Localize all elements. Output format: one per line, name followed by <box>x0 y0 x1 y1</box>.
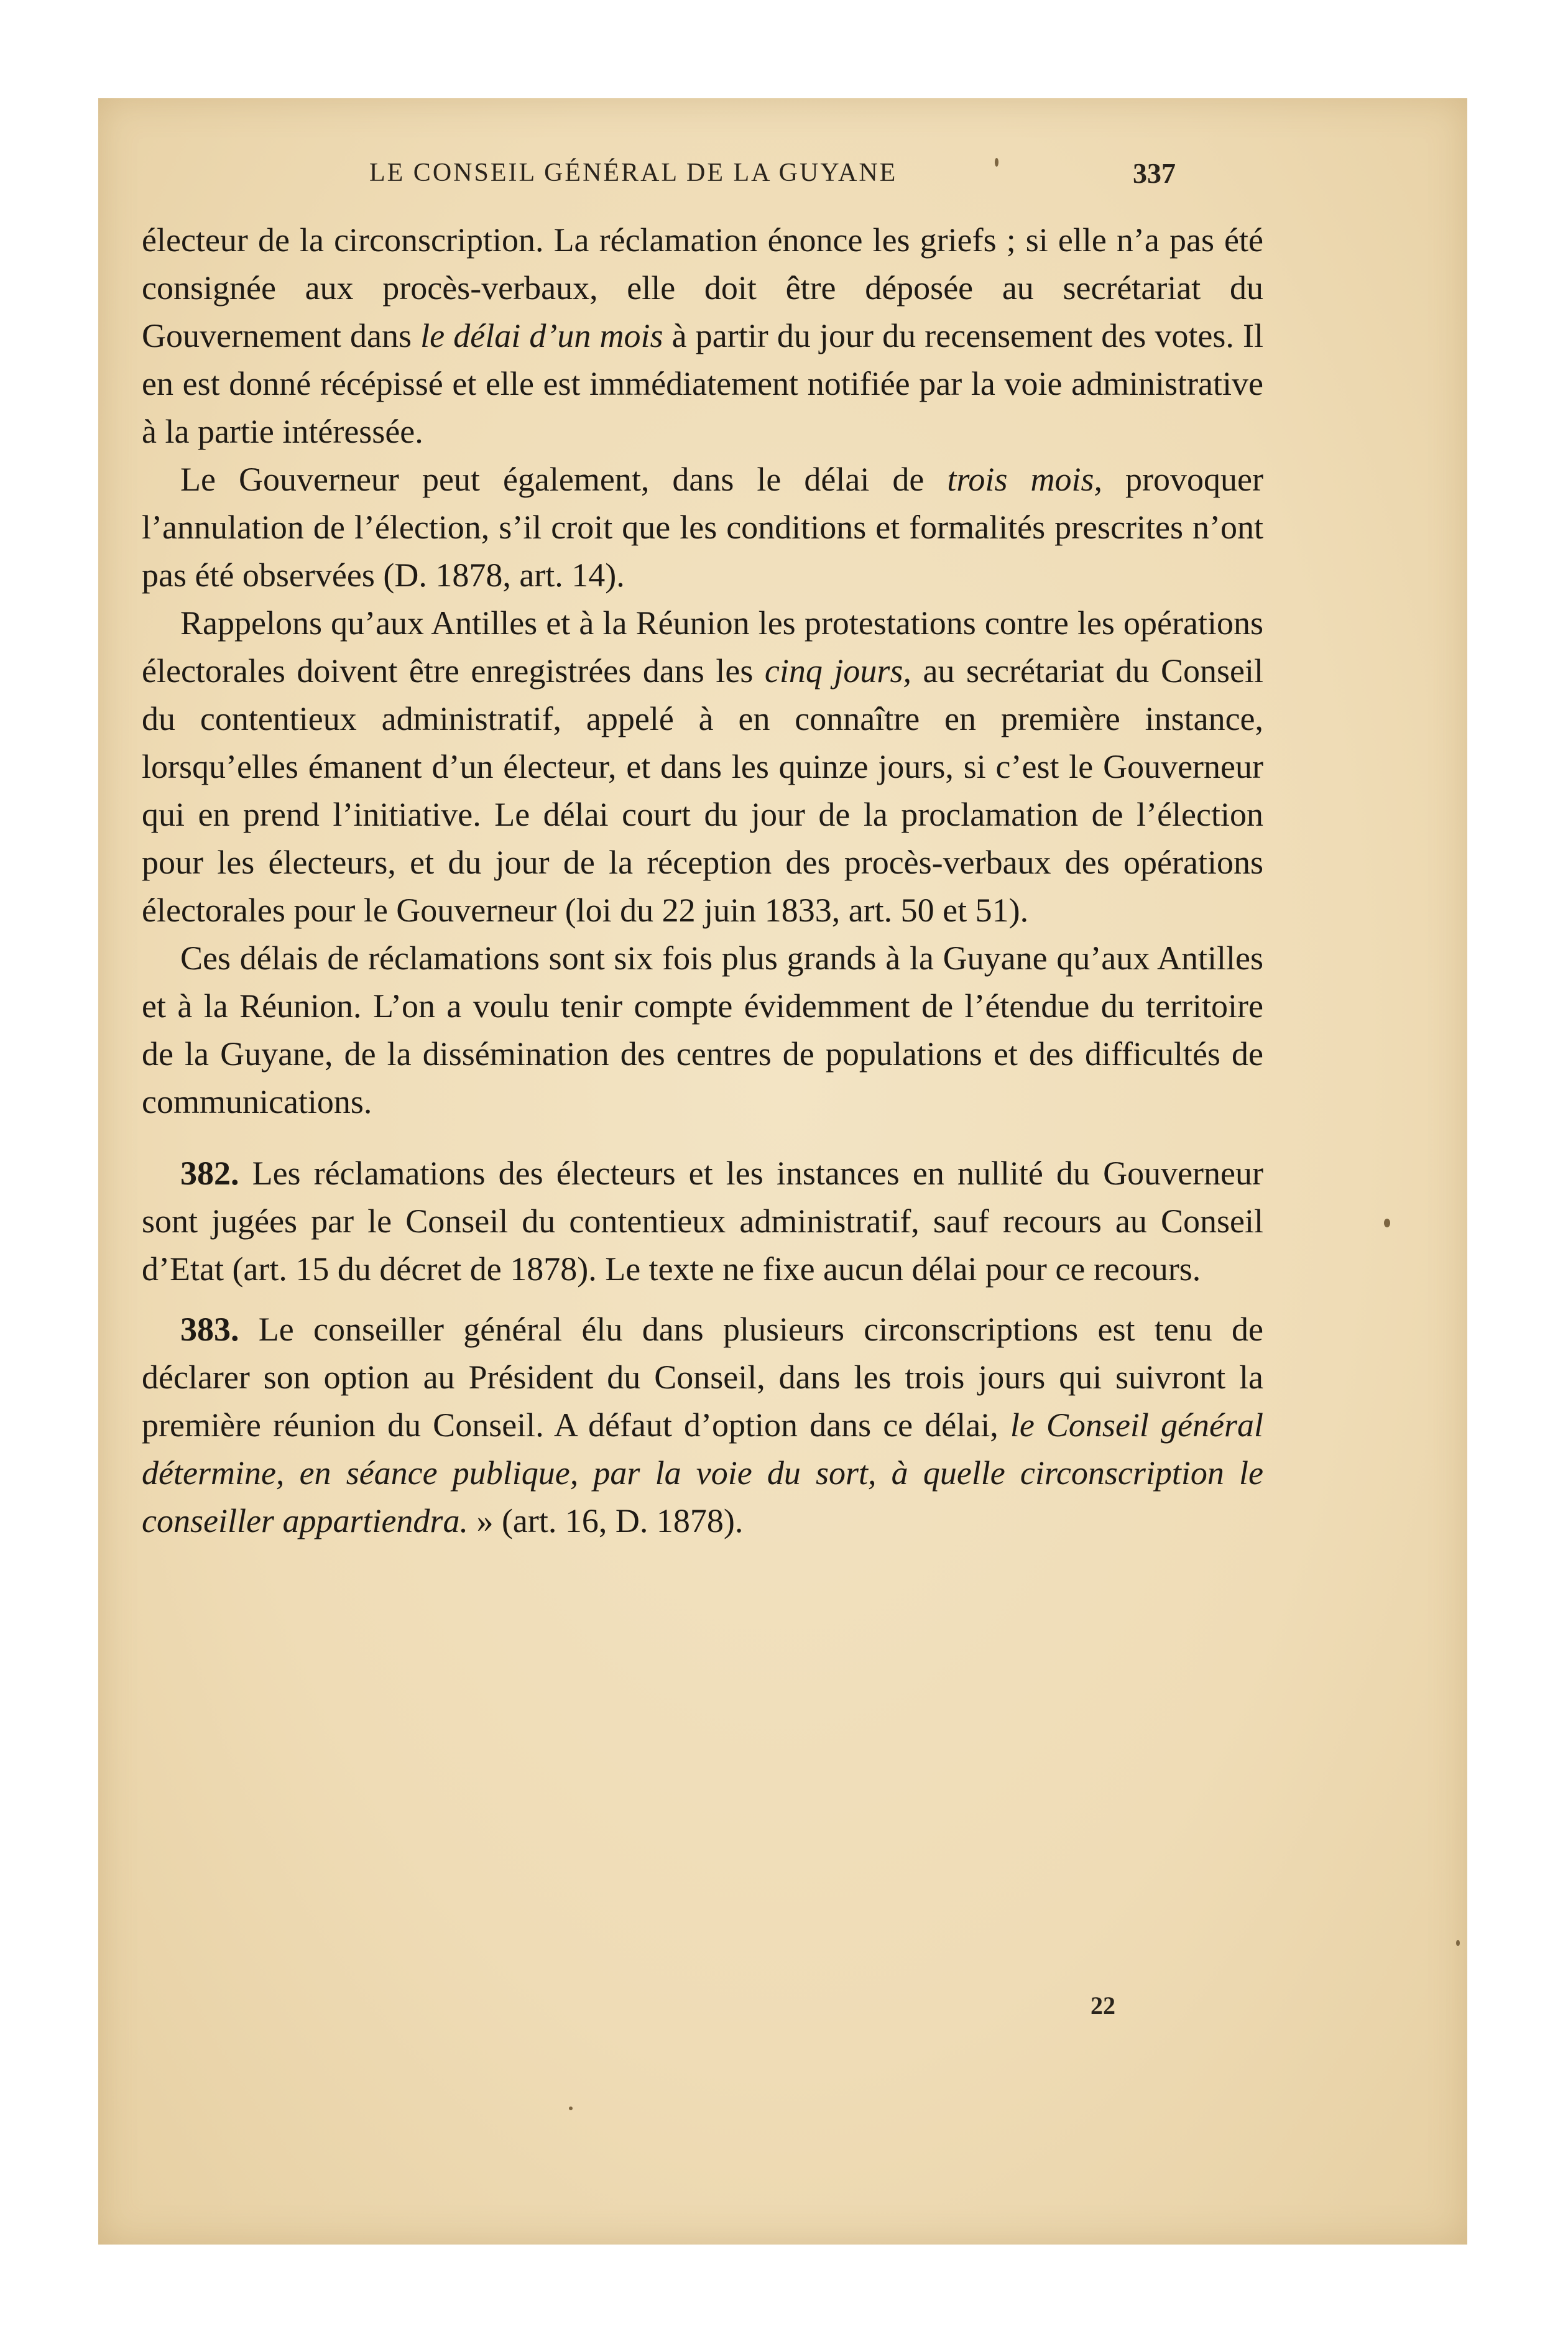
section-383 <box>142 1306 1263 1545</box>
signature-mark: 22 <box>1091 1991 1115 2019</box>
paragraph-4 <box>142 935 1263 1126</box>
paragraph-2-text-a: Le Gouverneur peut également, dans le délai de <box>180 461 948 498</box>
section-382 <box>142 1150 1263 1293</box>
paragraph-2-italic: trois mois, <box>947 461 1103 498</box>
section-383-italic: le Conseil général détermine, en séance publique, par la voie du sort, à quelle circonscription le conseiller appartiendra. <box>142 1406 1263 1539</box>
running-title: LE CONSEIL GÉNÉRAL DE LA GUYANE <box>369 159 898 187</box>
page-number: 337 <box>1133 157 1176 189</box>
paragraph-3 <box>142 599 1263 935</box>
section-number: 382. <box>180 1155 239 1192</box>
paragraph-3-text-a: Rappelons qu’aux Antilles et à la Réunion les protestations contre les opérations électorales doivent être enregistrées dans les <box>142 604 1263 690</box>
ink-speck <box>569 2107 573 2110</box>
section-383-text-a: Le conseiller général élu dans plusieurs circonscriptions est tenu de déclarer son option au Président du Conseil, dans les trois jours qui suivront la première réunion du Conseil. A défaut d’option dans ce délai, <box>142 1311 1263 1444</box>
paragraph-2-text-c: provoquer l’annulation de l’élection, s’il croit que les conditions et formalités prescrites n’ont pas été observées (D. 1878, art. 14). <box>142 461 1263 594</box>
ink-speck <box>995 158 998 167</box>
paragraph-1-text-c: à partir du jour du recensement des votes. Il en est donné récépissé et elle est immédiatement notifiée par la voie administrative à la partie intéressée. <box>142 317 1263 450</box>
paragraph-4-text: Ces délais de réclamations sont six fois plus grands à la Guyane qu’aux Antilles et à la Réunion. L’on a voulu tenir compte évidemment de l’étendue du territoire de la Guyane, de la dissémination des centres de populations et des difficultés de communications. <box>142 939 1263 1120</box>
ink-speck <box>1384 1219 1390 1227</box>
paragraph-3-text-c: au secrétariat du Conseil du contentieux administratif, appelé à en connaître en première instance, lorsqu’elles émanent d’un électeur, et dans les quinze jours, si c’est le Gouverneur qui en prend l’initiative. Le délai court du jour de la proclamation de l’élection pour les électeurs, et du jour de la réception des procès-verbaux des opérations électorales pour le Gouverneur (loi du 22 juin 1833, art. 50 et 51). <box>142 652 1263 929</box>
section-383-text-c: » (art. 16, D. 1878). <box>468 1502 744 1539</box>
ink-speck <box>1456 1940 1460 1946</box>
paragraph-3-italic: cinq jours, <box>764 652 911 690</box>
section-number: 383. <box>180 1311 239 1348</box>
paragraph-1-italic: le délai d’un mois <box>420 317 663 354</box>
section-382-text: Les réclamations des électeurs et les instances en nullité du Gouverneur sont jugées par le Conseil du contentieux administratif, sauf recours au Conseil d’Etat (art. 15 du décret de 1878). Le texte ne fixe aucun délai pour ce recours. <box>142 1155 1263 1288</box>
body-text <box>142 216 1263 1545</box>
paragraph-2 <box>142 456 1263 599</box>
paragraph-1 <box>142 216 1263 456</box>
paragraph-1-text-a: électeur de la circonscription. La réclamation énonce les griefs ; si elle n’a pas été consignée aux procès-verbaux, elle doit être déposée au secrétariat du Gouvernement dans <box>142 221 1263 354</box>
